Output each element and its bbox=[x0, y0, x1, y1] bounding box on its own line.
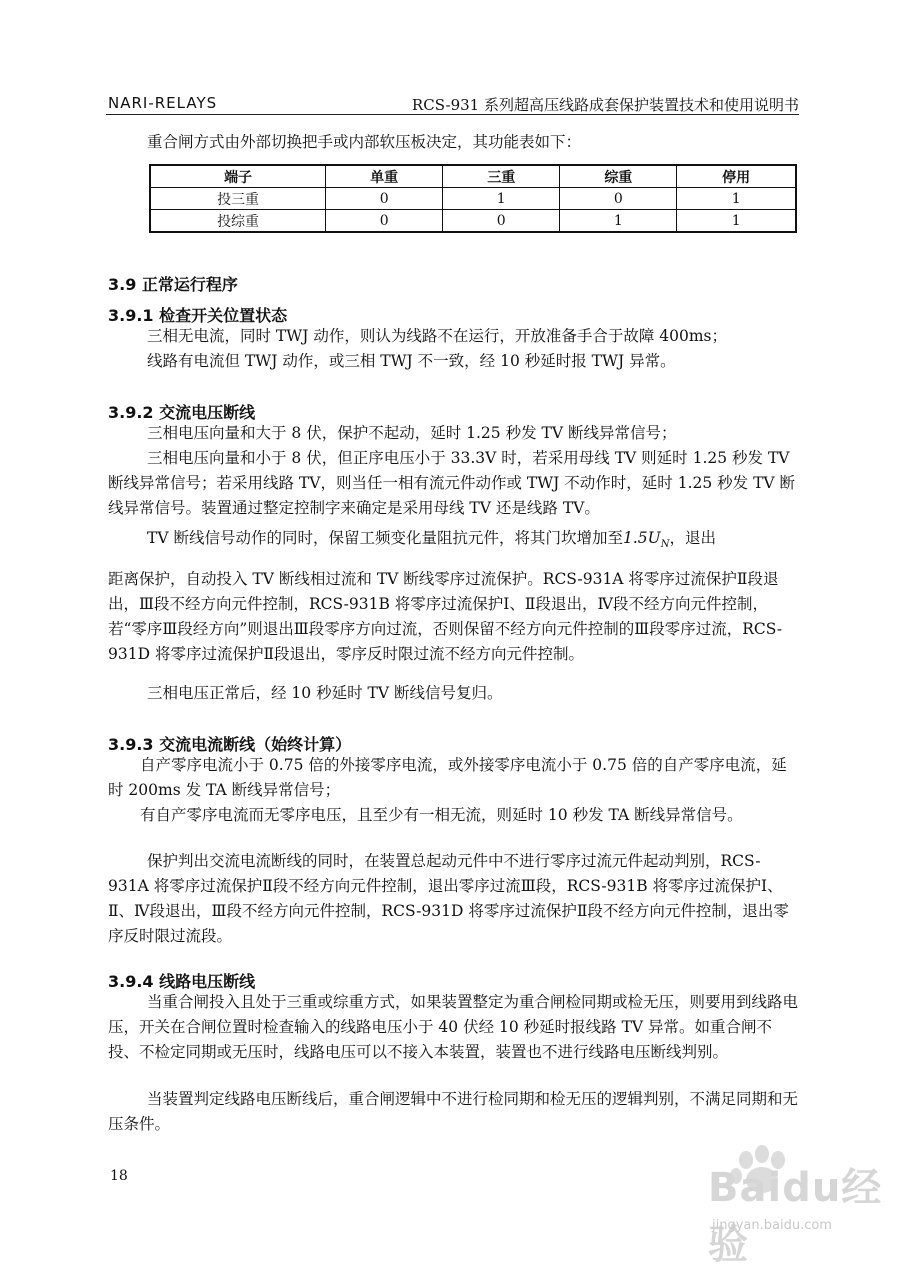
table-cell: 1 bbox=[677, 210, 796, 233]
formula-base: 1.5U bbox=[622, 529, 661, 547]
table-header-row bbox=[150, 165, 796, 188]
section-3-9-1-title: 3.9.1 检查开关位置状态 bbox=[108, 306, 288, 325]
section-3-9-3-para-3: 保护判出交流电流断线的同时，在装置总起动元件中不进行零序过流元件起动判别，RCS-931A 将零序过流保护Ⅱ段不经方向元件控制，退出零序过流Ⅲ段，RCS-931B 将零序过流保护Ⅰ、Ⅱ、Ⅳ段退出，Ⅲ段不经方向元件控制，RCS-931D 将零序过流保护Ⅱ段不经方向元件控制，退出零序反时限过流段。 bbox=[108, 852, 789, 945]
table-row bbox=[150, 210, 796, 233]
header-left: NARI-RELAYS bbox=[108, 94, 218, 112]
section-3-9-3-para-2: 有自产零序电流而无零序电压，且至少有一相无流，则延时 10 秒发 TA 断线异常信号。 bbox=[140, 806, 743, 824]
formula-1-5-un bbox=[622, 529, 670, 551]
table-cell: 0 bbox=[326, 188, 443, 210]
section-3-9-title: 3.9 正常运行程序 bbox=[108, 275, 238, 294]
table-cell: 0 bbox=[560, 188, 677, 210]
section-3-9-3-title: 3.9.3 交流电流断线（始终计算） bbox=[108, 735, 352, 754]
table-cell: 1 bbox=[560, 210, 677, 233]
table-cell: 1 bbox=[677, 188, 796, 210]
header-right: RCS-931 系列超高压线路成套保护装置技术和使用说明书 bbox=[411, 96, 799, 114]
section-3-9-2-para-4: 距离保护，自动投入 TV 断线相过流和 TV 断线零序过流保护。RCS-931A 将零序过流保护Ⅱ段退出，Ⅲ段不经方向元件控制，RCS-931B 将零序过流保护Ⅰ、Ⅱ段退出，Ⅳ段不经方向元件控制，若“零序Ⅲ段经方向”则退出Ⅲ段零序方向过流，否则保留不经方向元件控制的Ⅲ段零序过流，RCS-931D 将零序过流保护Ⅱ段退出，零序反时限过流不经方向元件控制。 bbox=[108, 570, 783, 663]
section-3-9-2-para-3 bbox=[147, 526, 807, 557]
table-header-cell: 三重 bbox=[443, 165, 560, 188]
para-3-tail: ，退出 bbox=[669, 529, 716, 547]
table-cell: 1 bbox=[443, 188, 560, 210]
table-cell: 0 bbox=[443, 210, 560, 233]
section-3-9-4-para-2: 当装置判定线路电压断线后，重合闸逻辑中不进行检同期和检无压的逻辑判别，不满足同期和无压条件。 bbox=[108, 1090, 799, 1133]
table-header-cell: 综重 bbox=[560, 165, 677, 188]
section-3-9-2-para-5: 三相电压正常后，经 10 秒延时 TV 断线信号复归。 bbox=[147, 684, 503, 702]
reclose-function-table bbox=[149, 164, 797, 233]
table-cell: 投三重 bbox=[150, 188, 326, 210]
section-3-9-2-para-1: 三相电压向量和大于 8 伏，保护不起动，延时 1.25 秒发 TV 断线异常信号； bbox=[147, 424, 677, 442]
section-3-9-4-title: 3.9.4 线路电压断线 bbox=[108, 972, 256, 991]
table-cell: 0 bbox=[326, 210, 443, 233]
section-3-9-1-line-2: 线路有电流但 TWJ 动作，或三相 TWJ 不一致，经 10 秒延时报 TWJ 异常。 bbox=[147, 352, 676, 370]
watermark-brand: Baidu经验 bbox=[708, 1165, 883, 1268]
watermark-url: jingyan.baidu.com bbox=[712, 1218, 832, 1233]
section-3-9-4-para-1: 当重合闸投入且处于三重或综重方式，如果装置整定为重合闸检同期或检无压，则要用到线路电压，开关在合闸位置时检查输入的线路电压小于 40 伏经 10 秒延时报线路 TV 异常。如重合闸不投、不检定同期或无压时，线路电压可以不接入本装置，装置也不进行线路电压断线判别。 bbox=[108, 993, 799, 1061]
table-row bbox=[150, 188, 796, 210]
section-3-9-2-para-2: 三相电压向量和小于 8 伏，但正序电压小于 33.3V 时，若采用母线 TV 则延时 1.25 秒发 TV 断线异常信号；若采用线路 TV，则当任一相有流元件动作或 TWJ 不动作时，延时 1.25 秒发 TV 断线异常信号。装置通过整定控制字来确定是采用母线 TV 还是线路 TV。 bbox=[108, 449, 796, 517]
formula-subscript: N bbox=[660, 539, 670, 551]
header-rule bbox=[106, 114, 799, 115]
table-header-cell: 单重 bbox=[326, 165, 443, 188]
intro-text: 重合闸方式由外部切换把手或内部软压板决定，其功能表如下： bbox=[147, 133, 582, 151]
table-cell: 投综重 bbox=[150, 210, 326, 233]
table-header-cell: 停用 bbox=[677, 165, 796, 188]
para-3-text: TV 断线信号动作的同时，保留工频变化量阻抗元件，将其门坎增加至 bbox=[147, 529, 623, 547]
section-3-9-1-line-1: 三相无电流，同时 TWJ 动作，则认为线路不在运行，开放准备手合于故障 400ms； bbox=[147, 327, 728, 345]
page-number: 18 bbox=[110, 1168, 128, 1184]
table-header-cell: 端子 bbox=[150, 165, 326, 188]
section-3-9-2-title: 3.9.2 交流电压断线 bbox=[108, 403, 256, 422]
section-3-9-3-para-1: 自产零序电流小于 0.75 倍的外接零序电流，或外接零序电流小于 0.75 倍的自产零序电流，延时 200ms 发 TA 断线异常信号； bbox=[108, 756, 787, 799]
